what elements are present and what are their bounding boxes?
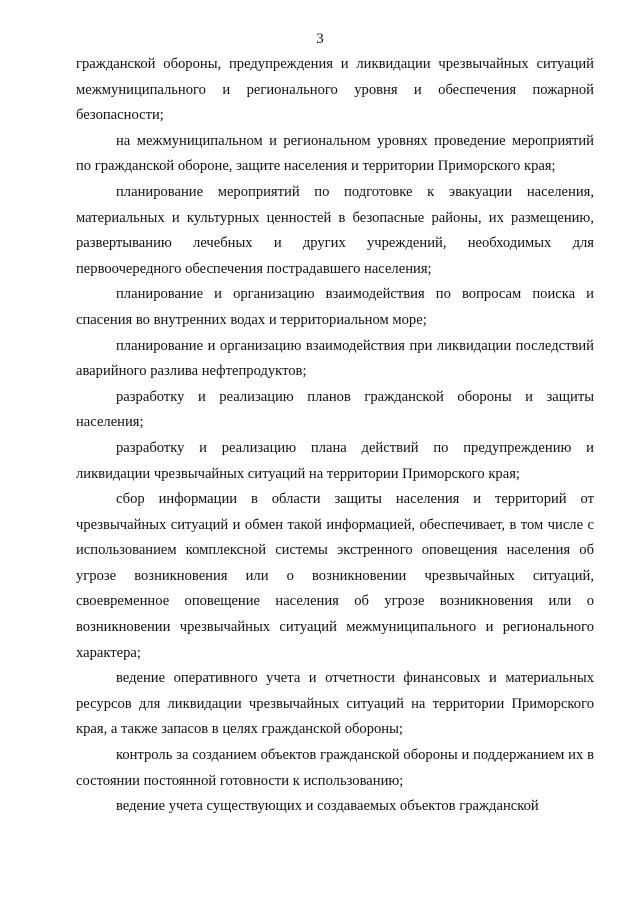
- paragraph: сбор информации в области защиты населения и территорий от чрезвычайных ситуаций и обмен такой информацией, обеспечивает, в том числе с использованием комплексной системы экстренного оповещения населения об угрозе возникновения или о возникновении чрезвычайных ситуаций, своевременное оповещение населения об угрозе возникновения или о возникновении чрезвычайных ситуаций межмуниципального и регионального характера;: [76, 491, 594, 661]
- paragraph: контроль за созданием объектов гражданской обороны и поддержанием их в состоянии постоянной готовности к использованию;: [76, 747, 594, 789]
- paragraph: гражданской обороны, предупреждения и ликвидации чрезвычайных ситуаций межмуниципального и регионального уровня и обеспечения пожарной безопасности;: [76, 56, 594, 124]
- paragraph: планирование мероприятий по подготовке к эвакуации населения, материальных и культурных ценностей в безопасные районы, их размещению, развертыванию лечебных и других учреждений, необходимых для первоочередного обеспечения пострадавшего населения;: [76, 183, 594, 277]
- paragraph: ведение учета существующих и создаваемых объектов гражданской: [116, 798, 539, 815]
- paragraph: ведение оперативного учета и отчетности финансовых и материальных ресурсов для ликвидации чрезвычайных ситуаций на территории Приморского края, а также запасов в целях гражданской обороны;: [76, 670, 594, 738]
- paragraph: разработку и реализацию плана действий по предупреждению и ликвидации чрезвычайных ситуаций на территории Приморского края;: [76, 439, 594, 482]
- page-number: 3: [316, 31, 324, 47]
- document-body: [76, 52, 594, 820]
- paragraph: планирование и организацию взаимодействия при ликвидации последствий аварийного разлива нефтепродуктов;: [76, 337, 594, 380]
- paragraph: планирование и организацию взаимодействия по вопросам поиска и спасения во внутренних водах и территориальном море;: [76, 286, 594, 328]
- paragraph: на межмуниципальном и региональном уровнях проведение мероприятий по гражданской обороне, защите населения и территории Приморского края;: [76, 132, 594, 175]
- paragraph: разработку и реализацию планов гражданской обороны и защиты населения;: [76, 388, 594, 431]
